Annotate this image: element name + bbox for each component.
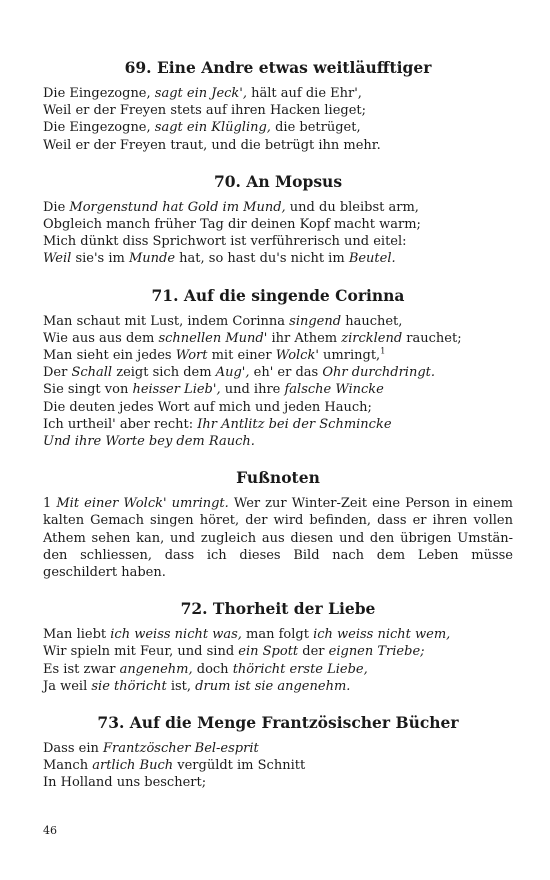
- text-run: Obgleich manch früher Tag dir deinen Kopf macht warm;: [43, 217, 421, 233]
- text-run: der: [298, 644, 329, 660]
- italic-text: falsche Wincke: [284, 382, 384, 398]
- poem-section: [43, 286, 513, 451]
- poem-section: [43, 599, 513, 695]
- italic-text: Morgenstund hat Gold im Mund,: [69, 199, 286, 215]
- poem-section: [43, 468, 513, 581]
- verse-line: [43, 102, 513, 119]
- verse-line: [43, 774, 513, 791]
- verse-line: [43, 643, 513, 660]
- italic-text: zircklend: [341, 330, 403, 346]
- text-run: Dass ein: [43, 741, 104, 757]
- italic-text: sie thöricht: [91, 678, 167, 694]
- text-run: Der: [43, 365, 72, 381]
- italic-text: Munde: [128, 251, 176, 267]
- verse-line: [43, 416, 513, 433]
- italic-text: schnellen Mund': [158, 330, 268, 346]
- italic-text: sagt ein Klügling,: [154, 120, 271, 136]
- text-run: Die Eingezogne,: [43, 120, 155, 136]
- text-run: vergüldt im Schnitt: [173, 758, 306, 774]
- text-run: Man sieht ein jedes: [43, 348, 176, 364]
- text-run: Wir spieln mit Feur, und sind: [43, 644, 239, 660]
- text-run: Wie aus aus dem: [43, 330, 159, 346]
- italic-text: ich weiss nicht was,: [110, 627, 242, 643]
- text-run: 1: [43, 496, 57, 512]
- verse-line: [43, 119, 513, 136]
- verse-line: [43, 433, 513, 450]
- verse-line: [43, 399, 513, 416]
- text-run: Manch: [43, 758, 93, 774]
- verse-line: [43, 626, 513, 643]
- italic-text: Beutel.: [348, 251, 396, 267]
- text-run: die betrüget,: [270, 120, 361, 136]
- text-run: doch: [192, 661, 233, 677]
- section-title: 71. Auf die singende Corinna: [151, 285, 405, 305]
- text-run: Weil er der Freyen stets auf ihren Hacken lieget;: [43, 103, 367, 119]
- italic-text: drum ist sie angenehm.: [195, 678, 351, 694]
- verse-line: [43, 330, 513, 347]
- text-run: rauchet;: [402, 330, 462, 346]
- italic-text: ein Spott: [238, 644, 299, 660]
- text-run: Man liebt: [43, 627, 111, 643]
- text-run: sie's im: [71, 251, 129, 267]
- section-title: Fußnoten: [236, 468, 320, 488]
- footnote-text: [43, 495, 513, 581]
- italic-text: Mit einer Wolck' umringt.: [56, 496, 229, 512]
- poem-section: [43, 58, 513, 154]
- verse-line: [43, 216, 513, 233]
- section-title: 69. Eine Andre etwas weitläufftiger: [124, 58, 432, 77]
- text-run: Ja weil: [43, 678, 92, 694]
- text-run: hält auf die Ehr',: [247, 86, 362, 101]
- verse-line: [43, 381, 513, 398]
- text-run: Ich urtheil' aber recht:: [43, 416, 198, 432]
- poem-section: [43, 713, 513, 792]
- text-run: Mich dünkt diss Sprichwort ist verführerisch und eitel:: [43, 234, 407, 250]
- footnote-marker: 1: [380, 346, 386, 356]
- verse-line: [43, 678, 513, 695]
- italic-text: Aug',: [215, 365, 250, 381]
- italic-text: heisser Lieb',: [132, 382, 221, 398]
- text-run: mit einer: [207, 348, 276, 364]
- italic-text: angenehm,: [119, 661, 193, 677]
- text-run: Die: [43, 199, 70, 215]
- text-run: Weil er der Freyen traut, und die betrügt ihn mehr.: [43, 137, 381, 153]
- text-run: Sie singt von: [43, 382, 133, 398]
- verse-line: [43, 313, 513, 330]
- italic-text: Schall: [71, 365, 113, 381]
- text-run: Wer zur Winter-Zeit eine Person in einem kalten Gemach singen höret, der wird befinden, dass er ihren vollen Athem sehen kan, und zugleich aus diesen und den übrigen Umstän-den schliessen, dass ich dieses Bild nach dem Leben müsse geschildert haben.: [43, 496, 513, 581]
- verse-line: [43, 85, 513, 102]
- italic-text: artlich Buch: [92, 758, 174, 774]
- italic-text: Und ihre Worte bey dem Rauch.: [43, 434, 255, 450]
- italic-text: Ohr durchdringt.: [322, 365, 436, 381]
- verse-line: [43, 740, 513, 757]
- text-run: und ihre: [220, 382, 285, 398]
- verse-line: [43, 347, 513, 364]
- verse-line: [43, 199, 513, 216]
- verse-line: [43, 364, 513, 381]
- italic-text: singend: [289, 313, 342, 329]
- poem-section: [43, 172, 513, 268]
- verse-line: [43, 250, 513, 267]
- text-run: hat, so hast du's nicht im: [175, 251, 349, 267]
- text-run: man folgt: [241, 627, 314, 643]
- text-run: Die Eingezogne,: [43, 86, 155, 101]
- section-title: 73. Auf die Menge Frantzösischer Bücher: [97, 713, 459, 733]
- page-content: [43, 58, 513, 810]
- italic-text: Wolck': [275, 348, 319, 364]
- text-run: ist,: [166, 678, 196, 694]
- italic-text: eignen Triebe;: [328, 644, 425, 660]
- text-run: eh' er das: [249, 365, 323, 381]
- text-run: Die deuten jedes Wort auf mich und jeden Hauch;: [43, 399, 372, 415]
- italic-text: sagt ein Jeck',: [154, 86, 248, 101]
- verse-line: [43, 757, 513, 774]
- section-title: 70. An Mopsus: [213, 171, 343, 191]
- text-run: hauchet,: [341, 313, 403, 329]
- page-number: 46: [43, 824, 57, 837]
- italic-text: Ihr Antlitz bei der Schmincke: [197, 416, 392, 432]
- text-run: umringt,: [318, 348, 381, 364]
- verse-line: [43, 661, 513, 678]
- text-run: Man schaut mit Lust, indem Corinna: [43, 313, 290, 329]
- section-title: 72. Thorheit der Liebe: [180, 599, 376, 619]
- text-run: Es ist zwar: [43, 661, 120, 677]
- italic-text: Frantzöscher Bel-esprit: [103, 741, 259, 757]
- italic-text: ich weiss nicht wem,: [313, 627, 451, 643]
- text-run: In Holland uns beschert;: [43, 775, 207, 791]
- italic-text: Wort: [175, 348, 208, 364]
- text-run: zeigt sich dem: [112, 365, 216, 381]
- text-run: und du bleibst arm,: [285, 199, 419, 215]
- italic-text: Weil: [43, 251, 72, 267]
- italic-text: thöricht erste Liebe,: [232, 661, 368, 677]
- text-run: ihr Athem: [267, 330, 342, 346]
- verse-line: [43, 137, 513, 154]
- verse-line: [43, 233, 513, 250]
